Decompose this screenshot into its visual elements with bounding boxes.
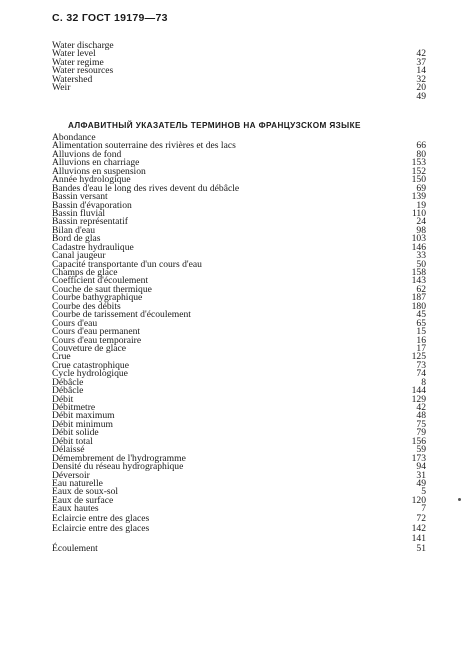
index-term: Cadastre hydraulique <box>52 241 134 253</box>
index-entry <box>52 494 426 506</box>
index-term: Bandes d'eau le long des rives devent du débâcle <box>52 182 240 194</box>
index-term: Bassin d'évaporation <box>52 199 132 211</box>
index-entry <box>52 387 426 395</box>
index-entry <box>52 182 426 194</box>
index-term: Water regime <box>52 56 104 68</box>
index-page-number: 141 <box>411 532 426 544</box>
index-term: Cycle hydrologique <box>52 368 128 380</box>
index-term: Débâcle <box>52 385 84 397</box>
index-entry <box>52 524 426 534</box>
index-page-number: 153 <box>411 157 426 169</box>
index-entry <box>52 218 426 226</box>
index-entry <box>52 342 426 354</box>
index-page-number: 66 <box>416 140 426 152</box>
index-page-number: 59 <box>416 444 426 456</box>
index-page-number: 79 <box>416 427 426 439</box>
index-term: Champs de glace <box>52 267 118 278</box>
index-term: Débit minimum <box>52 418 114 430</box>
index-entry <box>52 376 426 388</box>
index-entry <box>52 50 426 58</box>
index-page-number: 129 <box>411 393 426 405</box>
index-entry <box>52 544 426 554</box>
index-term: Couveture de glace <box>52 342 127 354</box>
index-term: Écoulement <box>52 542 98 554</box>
index-page-number: 16 <box>416 334 426 346</box>
index-page-number: 49 <box>416 477 426 489</box>
index-page-number: 33 <box>416 250 426 262</box>
index-page-number: 139 <box>411 191 426 203</box>
index-page-number: 72 <box>416 512 426 524</box>
index-entry <box>52 311 426 319</box>
index-entry <box>52 463 426 471</box>
index-entry <box>52 73 426 85</box>
index-page-number: 20 <box>416 82 426 94</box>
index-entry <box>52 42 426 50</box>
index-term: Courbe bathygraphique <box>52 292 143 304</box>
index-term: Débit total <box>52 435 93 447</box>
index-term: Crue catastrophique <box>52 359 129 371</box>
index-entry <box>52 418 426 430</box>
index-page-number: 103 <box>411 233 426 245</box>
french-index-list <box>52 134 426 554</box>
page-header: С. 32 ГОСТ 19179—73 <box>52 12 168 24</box>
index-page-number: 98 <box>416 224 426 236</box>
index-entry <box>52 241 426 253</box>
index-term: Alluvions en suspension <box>52 165 146 177</box>
index-term: Débâcle <box>52 376 84 388</box>
section-title: АЛФАВИТНЫЙ УКАЗАТЕЛЬ ТЕРМИНОВ НА ФРАНЦУЗСКОМ ЯЗЫКЕ <box>68 121 361 130</box>
index-page-number: 50 <box>416 258 426 270</box>
index-term: Alluvions de fond <box>52 148 122 160</box>
index-term: Délaissé <box>52 444 85 456</box>
index-page-number: 51 <box>416 542 426 554</box>
index-page-number: 24 <box>416 216 426 228</box>
index-page-number: 14 <box>416 65 426 77</box>
index-page-number: 180 <box>411 300 426 312</box>
index-term: Déversoir <box>52 469 90 481</box>
index-page-number: 65 <box>416 317 426 329</box>
index-term: Canal jaugeur <box>52 250 106 262</box>
index-term: Débit maximum <box>52 410 115 422</box>
index-term: Coefficient d'écoulement <box>52 275 149 287</box>
index-term: Water level <box>52 48 96 60</box>
index-term: Capacité transportante d'un cours d'eau <box>52 258 202 270</box>
index-term: Bassin fluvial <box>52 207 106 219</box>
index-entry <box>52 224 426 236</box>
index-term: Alimentation souterraine des rivières et des lacs <box>52 140 236 152</box>
index-page-number: 152 <box>411 165 426 177</box>
index-page-number: 110 <box>411 207 426 219</box>
index-page-number: 62 <box>416 283 426 295</box>
index-term: Courbe de tarissement d'écoulement <box>52 309 191 321</box>
index-term: Année hydrologique <box>52 174 131 186</box>
index-page-number: 45 <box>416 309 426 321</box>
index-term: Eaux hautes <box>52 503 99 515</box>
index-entry <box>52 84 426 92</box>
index-page-number: 150 <box>411 174 426 186</box>
index-page-number: 37 <box>416 56 426 68</box>
index-term: Couche de saut thermique <box>52 283 152 295</box>
index-page-number: 146 <box>411 241 426 253</box>
index-page-number: 42 <box>416 48 426 60</box>
index-term: Densité du réseau hydrographique <box>52 461 184 473</box>
index-page-number: 173 <box>411 452 426 464</box>
index-page-number: 156 <box>411 435 426 447</box>
index-page-number: 80 <box>416 148 426 160</box>
index-page-number: 42 <box>416 402 426 413</box>
index-page-number: 49 <box>416 90 426 102</box>
index-entry <box>52 469 426 481</box>
index-entry <box>52 534 426 544</box>
index-term: Bassin versant <box>52 191 108 203</box>
index-term: Bilan d'eau <box>52 224 96 236</box>
index-term: Water resources <box>52 65 114 77</box>
index-page-number: 8 <box>421 376 426 388</box>
index-page-number: 143 <box>411 275 426 287</box>
index-term: Cours d'eau <box>52 317 98 329</box>
index-term: Water discharge <box>52 40 114 51</box>
index-term: Bord de glas <box>52 233 101 245</box>
index-page-number: 17 <box>416 342 426 354</box>
index-page-number: 75 <box>416 418 426 430</box>
index-entry <box>52 435 426 447</box>
index-term: Débit <box>52 393 74 405</box>
index-entry <box>52 393 426 405</box>
index-page-number: 48 <box>416 410 426 422</box>
index-term: Eclaircie entre des glaces <box>52 512 150 524</box>
index-term: Watershed <box>52 73 93 85</box>
index-page-number: 158 <box>411 267 426 278</box>
index-entry <box>52 429 426 437</box>
index-term: Courbe des débits <box>52 300 121 312</box>
index-term: Cours d'eau temporaire <box>52 334 142 346</box>
index-page-number: 125 <box>411 351 426 363</box>
index-entry <box>52 90 426 102</box>
index-page-number: 19 <box>416 199 426 211</box>
index-term: Abondance <box>52 132 96 143</box>
index-term: Bassin représentatif <box>52 216 128 228</box>
index-term: Alluvions en charriage <box>52 157 140 169</box>
index-page-number: 120 <box>411 494 426 506</box>
index-page-number: 32 <box>416 73 426 85</box>
index-term: Eaux de surface <box>52 494 114 506</box>
index-term: Débit solide <box>52 427 99 439</box>
index-term: Eaux de soux-sol <box>52 486 119 498</box>
index-page-number: 74 <box>416 368 426 380</box>
index-page-number: 69 <box>416 182 426 194</box>
index-term: Cours d'eau permanent <box>52 326 141 338</box>
index-page-number: 31 <box>416 469 426 481</box>
index-page-number: 144 <box>411 385 426 397</box>
index-page-number: 15 <box>416 326 426 338</box>
scan-speck <box>458 498 461 501</box>
index-entry <box>52 370 426 378</box>
index-page-number: 5 <box>421 486 426 498</box>
index-page-number: 187 <box>411 292 426 304</box>
index-page-number: 73 <box>416 359 426 371</box>
index-page-number: 94 <box>416 461 426 473</box>
index-term: Eclaircie entre des glaces <box>52 522 150 534</box>
index-page-number: 7 <box>421 503 426 515</box>
index-term: Weir <box>52 82 71 94</box>
index-page-number: 142 <box>411 522 426 534</box>
index-term: Démembrement de l'hydrogramme <box>52 452 186 464</box>
index-term: Débitmetre <box>52 402 96 413</box>
index-entry <box>52 67 426 75</box>
index-entry <box>52 199 426 211</box>
english-index-list <box>52 42 426 101</box>
index-term: Crue <box>52 351 71 363</box>
index-term: Eau naturelle <box>52 477 103 489</box>
